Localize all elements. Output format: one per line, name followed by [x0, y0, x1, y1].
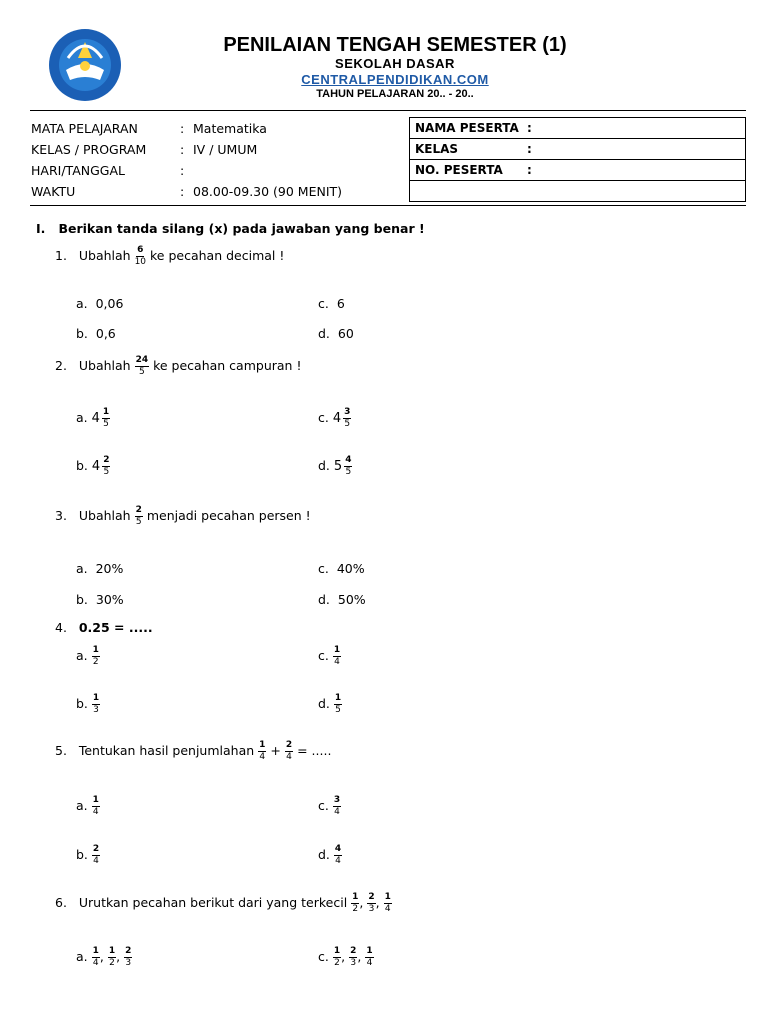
- numerator: 1: [334, 693, 342, 703]
- question-5: [55, 741, 331, 762]
- denominator: 4: [366, 958, 373, 968]
- fraction: [258, 741, 266, 762]
- info-colon: :: [180, 121, 185, 136]
- fraction: [365, 947, 373, 968]
- fraction: [92, 646, 100, 667]
- fraction: [334, 694, 342, 715]
- option-letter: a.: [76, 410, 88, 425]
- option-c[interactable]: [318, 646, 341, 667]
- fraction: [102, 408, 110, 429]
- section-instruction: [36, 221, 425, 236]
- question-number: 1.: [55, 248, 67, 263]
- option-d[interactable]: [318, 845, 342, 866]
- question-text: Urutkan pecahan berikut dari yang terkecil: [78, 895, 348, 910]
- numerator: 2: [135, 505, 142, 515]
- denominator: 5: [103, 419, 109, 429]
- participant-class-label: KELAS: [415, 142, 459, 156]
- participant-colon: :: [527, 121, 532, 135]
- fraction: [92, 845, 100, 866]
- denominator: 4: [335, 856, 341, 866]
- option-letter: b.: [76, 847, 88, 862]
- denominator: 3: [368, 904, 375, 914]
- info-divider: [30, 205, 746, 206]
- option-letter: d.: [318, 592, 330, 607]
- denominator: 4: [334, 657, 340, 667]
- option-d[interactable]: [318, 694, 342, 715]
- fraction: [367, 893, 375, 914]
- denominator: 3: [93, 705, 99, 715]
- question-text: = .....: [297, 743, 332, 758]
- numerator: 1: [259, 740, 266, 750]
- numerator: 2: [350, 946, 357, 956]
- info-label-date: HARI/TANGGAL: [31, 163, 125, 178]
- option-letter: c.: [318, 798, 329, 813]
- fraction: [135, 506, 143, 527]
- question-text: Ubahlah: [78, 248, 131, 263]
- denominator: 2: [334, 958, 340, 968]
- question-text: 0.25 = .....: [78, 620, 153, 635]
- info-value-class: IV / UMUM: [193, 142, 258, 157]
- website-link[interactable]: CENTRALPENDIDIKAN.COM: [301, 72, 489, 87]
- fraction: [343, 408, 351, 429]
- numerator: 1: [108, 946, 116, 956]
- option-letter: c.: [318, 648, 329, 663]
- academic-year: TAHUN PELAJARAN 20.. - 20..: [316, 88, 474, 100]
- option-b[interactable]: [76, 326, 116, 341]
- fraction: [333, 646, 341, 667]
- denominator: 4: [259, 752, 266, 762]
- comma: ,: [116, 949, 121, 964]
- mixed-number: [91, 407, 111, 429]
- denominator: 4: [92, 807, 99, 817]
- participant-name-label: NAMA PESERTA: [415, 121, 519, 135]
- option-b[interactable]: [76, 694, 100, 715]
- fraction: [92, 947, 100, 968]
- option-letter: d.: [318, 458, 330, 473]
- denominator: 4: [92, 958, 99, 968]
- option-b[interactable]: [76, 592, 124, 607]
- option-text: 6: [336, 296, 345, 311]
- option-a[interactable]: [76, 796, 100, 817]
- option-letter: d.: [318, 326, 330, 341]
- numerator: 1: [92, 645, 99, 655]
- option-text: 30%: [95, 592, 124, 607]
- option-d[interactable]: [318, 456, 352, 477]
- fraction: [334, 845, 342, 866]
- question-number: 6.: [55, 895, 67, 910]
- section-text: Berikan tanda silang (x) pada jawaban yang benar !: [58, 221, 425, 236]
- participant-colon: :: [527, 163, 532, 177]
- question-6: [55, 893, 392, 914]
- participant-row[interactable]: [410, 118, 746, 139]
- mixed-number: [91, 455, 111, 477]
- numerator: 1: [92, 946, 99, 956]
- numerator: 2: [368, 892, 375, 902]
- fraction: [285, 741, 293, 762]
- whole-number: 4: [91, 411, 100, 426]
- numerator: 3: [344, 407, 351, 417]
- fraction: [135, 356, 150, 377]
- option-letter: c.: [318, 949, 329, 964]
- option-letter: c.: [318, 296, 329, 311]
- option-letter: a.: [76, 949, 88, 964]
- option-letter: b.: [76, 326, 88, 341]
- option-letter: b.: [76, 592, 88, 607]
- question-number: 2.: [55, 358, 67, 373]
- fraction: [102, 456, 110, 477]
- question-text: ke pecahan decimal !: [150, 248, 285, 263]
- question-text: Ubahlah: [78, 358, 131, 373]
- numerator: 4: [334, 844, 342, 854]
- info-value-time: 08.00-09.30 (90 MENIT): [193, 184, 343, 199]
- participant-row[interactable]: [410, 160, 746, 181]
- question-1: [55, 246, 284, 267]
- tut-wuri-handayani-logo: [48, 28, 122, 102]
- question-number: 3.: [55, 508, 67, 523]
- option-text: 50%: [337, 592, 366, 607]
- numerator: 2: [285, 740, 293, 750]
- table-row: [410, 139, 746, 160]
- option-c[interactable]: [318, 947, 374, 968]
- question-text: menjadi pecahan persen !: [146, 508, 311, 523]
- mixed-number: [333, 455, 353, 477]
- option-text: 0,06: [95, 296, 124, 311]
- option-d[interactable]: [318, 326, 354, 341]
- info-colon: :: [180, 163, 185, 178]
- exam-title: PENILAIAN TENGAH SEMESTER (1): [223, 34, 567, 56]
- section-number: I.: [36, 221, 46, 236]
- denominator: 4: [286, 752, 292, 762]
- plus-sign: +: [270, 743, 281, 758]
- option-a[interactable]: [76, 561, 123, 576]
- participant-table: [409, 117, 746, 202]
- option-a[interactable]: [76, 296, 123, 311]
- question-number: 4.: [55, 620, 67, 635]
- denominator: 2: [352, 904, 359, 914]
- option-letter: a.: [76, 798, 88, 813]
- option-c[interactable]: [318, 796, 341, 817]
- option-letter: a.: [76, 296, 88, 311]
- option-d[interactable]: [318, 592, 366, 607]
- option-a[interactable]: [76, 408, 110, 429]
- question-text: Ubahlah: [78, 508, 131, 523]
- option-letter: d.: [318, 847, 330, 862]
- denominator: 2: [109, 958, 115, 968]
- table-row: [410, 118, 746, 139]
- option-c[interactable]: [318, 296, 345, 311]
- header-divider: [30, 110, 746, 111]
- fraction: [135, 246, 146, 267]
- school-level: SEKOLAH DASAR: [335, 56, 455, 71]
- option-text: 20%: [95, 561, 124, 576]
- option-letter: d.: [318, 696, 330, 711]
- numerator: 1: [102, 407, 110, 417]
- denominator: 5: [103, 467, 110, 477]
- table-row: [410, 181, 746, 202]
- option-letter: b.: [76, 696, 88, 711]
- question-text: ke pecahan campuran !: [153, 358, 302, 373]
- participant-row-empty[interactable]: [410, 181, 746, 202]
- comma: ,: [99, 949, 104, 964]
- denominator: 5: [345, 467, 352, 477]
- option-c[interactable]: [318, 561, 365, 576]
- denominator: 4: [384, 904, 391, 914]
- denominator: 4: [334, 807, 340, 817]
- comma: ,: [375, 895, 380, 910]
- info-label-class: KELAS / PROGRAM: [31, 142, 147, 157]
- numerator: 2: [103, 455, 110, 465]
- fraction: [344, 456, 352, 477]
- denominator: 3: [350, 958, 357, 968]
- fraction: [333, 796, 341, 817]
- comma: ,: [359, 895, 364, 910]
- whole-number: 4: [332, 411, 342, 426]
- denominator: 10: [134, 257, 147, 267]
- numerator: 1: [92, 693, 100, 703]
- fraction: [92, 694, 100, 715]
- info-colon: :: [180, 142, 185, 157]
- question-text: Tentukan hasil penjumlahan: [78, 743, 255, 758]
- numerator: 1: [366, 946, 373, 956]
- option-letter: c.: [318, 410, 329, 425]
- mixed-number: [332, 407, 352, 429]
- numerator: 6: [137, 245, 144, 255]
- option-letter: c.: [318, 561, 329, 576]
- option-a[interactable]: [76, 947, 132, 968]
- comma: ,: [357, 949, 362, 964]
- option-letter: a.: [76, 561, 88, 576]
- numerator: 4: [345, 455, 352, 465]
- comma: ,: [341, 949, 346, 964]
- numerator: 1: [92, 795, 99, 805]
- numerator: 24: [135, 355, 149, 365]
- denominator: 4: [93, 856, 99, 866]
- denominator: 3: [125, 958, 132, 968]
- fraction: [92, 796, 100, 817]
- numerator: 1: [333, 645, 341, 655]
- question-4: [55, 620, 153, 635]
- denominator: 5: [344, 419, 351, 429]
- option-c[interactable]: [318, 408, 351, 429]
- participant-number-label: NO. PESERTA: [415, 163, 503, 177]
- denominator: 2: [92, 657, 99, 667]
- option-letter: b.: [76, 458, 88, 473]
- fraction: [333, 947, 341, 968]
- numerator: 2: [92, 844, 100, 854]
- table-row: [410, 160, 746, 181]
- option-text: 40%: [336, 561, 365, 576]
- option-b[interactable]: [76, 456, 110, 477]
- numerator: 2: [125, 946, 132, 956]
- fraction: [384, 893, 392, 914]
- option-text: 0,6: [95, 326, 116, 341]
- numerator: 3: [333, 795, 341, 805]
- option-a[interactable]: [76, 646, 100, 667]
- numerator: 1: [352, 892, 359, 902]
- info-colon: :: [180, 184, 185, 199]
- denominator: 5: [335, 705, 341, 715]
- numerator: 1: [384, 892, 391, 902]
- option-text: 60: [337, 326, 354, 341]
- question-2: [55, 356, 301, 377]
- info-label-time: WAKTU: [31, 184, 76, 199]
- info-label-subject: MATA PELAJARAN: [31, 121, 138, 136]
- option-letter: a.: [76, 648, 88, 663]
- fraction: [108, 947, 116, 968]
- participant-row[interactable]: [410, 139, 746, 160]
- question-number: 5.: [55, 743, 67, 758]
- numerator: 1: [333, 946, 341, 956]
- fraction: [124, 947, 132, 968]
- participant-colon: :: [527, 142, 532, 156]
- option-b[interactable]: [76, 845, 100, 866]
- info-value-subject: Matematika: [193, 121, 267, 136]
- whole-number: 4: [91, 459, 101, 474]
- question-3: [55, 506, 311, 527]
- whole-number: 5: [333, 459, 343, 474]
- denominator: 5: [138, 367, 145, 377]
- denominator: 5: [135, 517, 142, 527]
